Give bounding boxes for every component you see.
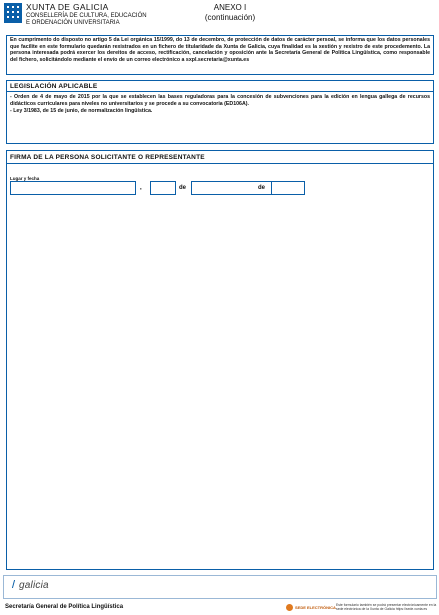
legislation-divider xyxy=(6,91,434,92)
year-input[interactable] xyxy=(271,181,305,195)
xunta-shield-icon xyxy=(4,3,22,23)
signature-box xyxy=(6,150,434,570)
place-input[interactable] xyxy=(10,181,136,195)
signature-title: FIRMA DE LA PERSONA SOLICITANTE O REPRESENTANTE xyxy=(10,154,205,161)
legislation-list xyxy=(10,94,430,114)
comma-separator: , xyxy=(140,185,142,191)
legislation-item: - Orden de 4 de mayo de 2015 por la que se establecen las bases reguladoras para la concesión de subvenciones para la edición en lengua gallega de recursos didácticos curriculares para niveles no universitarios y se procede a su convocatoria (ED106A). xyxy=(10,94,430,107)
galicia-logo xyxy=(13,580,49,591)
day-input[interactable] xyxy=(150,181,176,195)
sede-electronica-icon xyxy=(286,604,293,611)
org-subtitle-line-2: E ORDENACIÓN UNIVERSITARIA xyxy=(26,20,120,26)
month-input[interactable] xyxy=(191,181,283,195)
legislation-item: - Ley 3/1983, de 15 de junio, de normalización lingüística. xyxy=(10,107,153,114)
de-separator: de xyxy=(258,185,266,191)
org-name: XUNTA DE GALICIA xyxy=(26,2,109,12)
place-date-label: Lugar y fecha xyxy=(10,176,40,181)
org-subtitle xyxy=(26,13,147,27)
annex-subtitle: (continuación) xyxy=(204,13,256,22)
de-separator: de xyxy=(179,185,187,191)
sede-electronica-note: Este formulario también se podrá presentar electrónicamente en la sede electrónica de la Xunta de Galicia https://sede.xunta.es xyxy=(336,603,437,612)
signature-divider xyxy=(6,163,434,164)
galicia-logo-text: galicia xyxy=(19,580,49,591)
legislation-title: LEGISLACIÓN APLICABLE xyxy=(10,83,98,90)
org-subtitle-line-1: CONSELLERÍA DE CULTURA, EDUCACIÓN xyxy=(26,13,147,19)
galicia-logo-mark-icon xyxy=(12,580,19,588)
privacy-notice: En cumprimento do disposto no artigo 5 da Lei orgánica 15/1999, do 13 de decembro, de protección de datos de carácter persoal, se informa que los datos personales que facilite en este formulario quedarán rexistrados en un fichero de titularidade da Xunta de Galicia, cuya finalidad es la xestión y rexistro de este procedemento. La persona interesada podrá exercer los dereitos de acceso, rectificación, cancelación y oposición ante la Secretaría General de Política Lingüística, como responsable del fichero, solicitándolo mediante el envío de un correo electrónico a sxpl.secretaria@xunta.es xyxy=(10,37,430,63)
footer-department: Secretaría General de Política Lingüística xyxy=(5,604,124,610)
annex-title: ANEXO I xyxy=(213,3,247,12)
footer-box xyxy=(3,575,437,599)
sede-electronica-label: SEDE ELECTRÓNICA xyxy=(295,605,336,610)
